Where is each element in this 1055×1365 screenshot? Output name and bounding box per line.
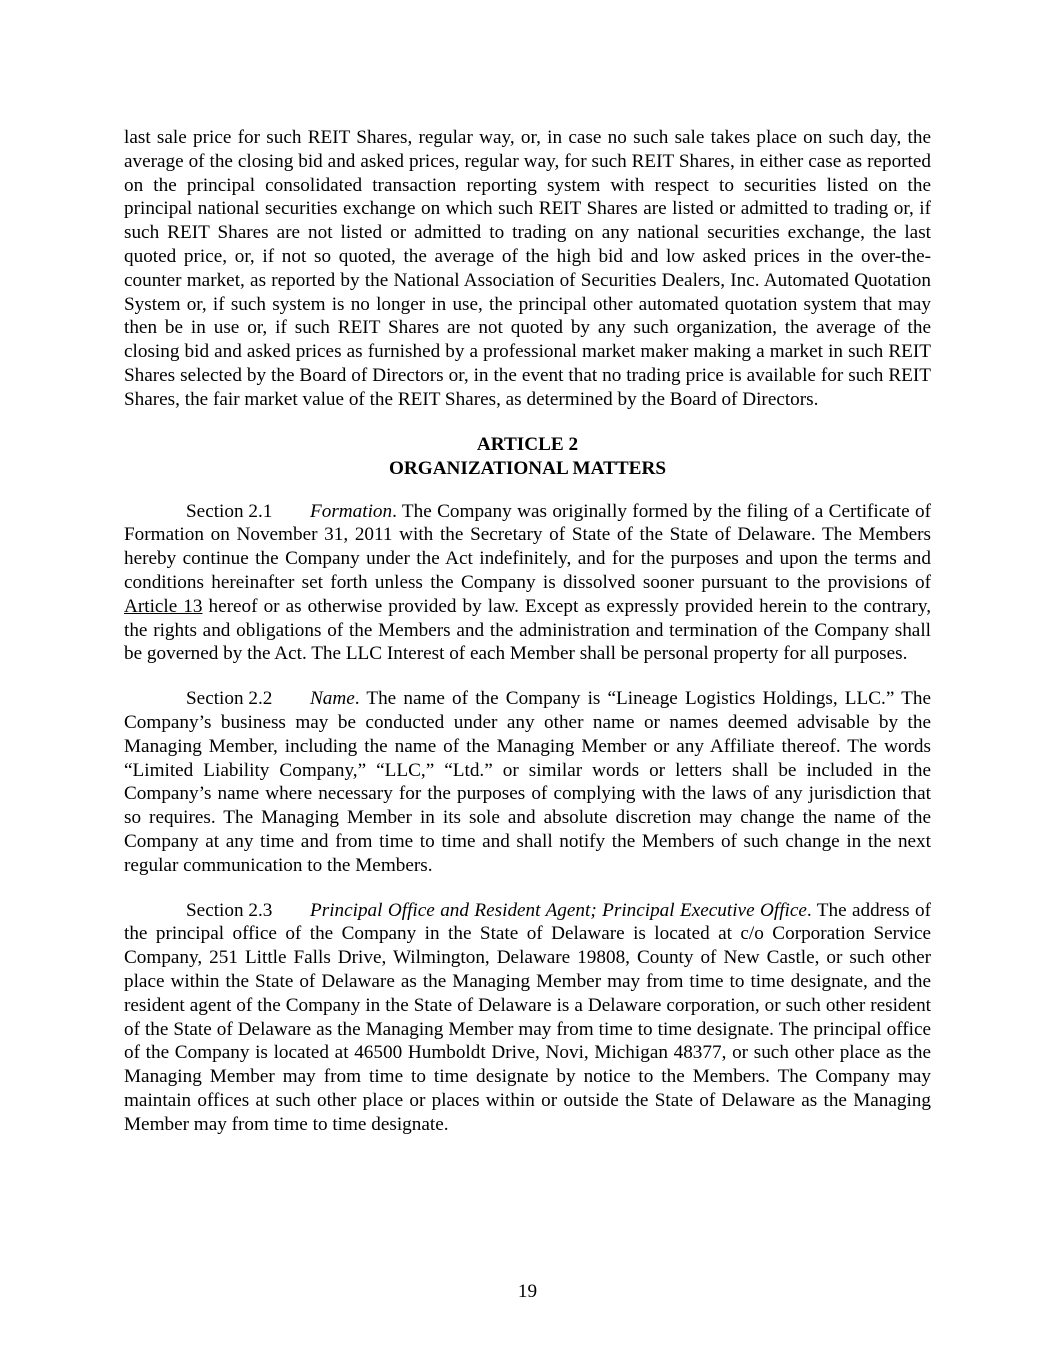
page-number: 19 — [517, 1281, 538, 1302]
section-2-3 — [124, 899, 931, 1137]
article-13-reference-link[interactable]: Article 13 — [124, 595, 203, 617]
section-body-continued: hereof or as otherwise provided by law. Except as expressly provided herein to the contrary, the rights and obligations of the Members and the administration and termination of the Company shall be governed by the Act. The LLC Interest of each Member shall be personal property for all purposes. — [124, 595, 931, 665]
section-number: Section 2.1 — [186, 500, 273, 522]
article-heading — [124, 433, 931, 481]
section-number: Section 2.3 — [186, 899, 273, 921]
article-title: ORGANIZATIONAL MATTERS — [388, 457, 667, 479]
section-number: Section 2.2 — [186, 688, 273, 710]
section-title: Principal Office and Resident Agent; Principal Executive Office — [310, 899, 807, 921]
document-page — [124, 126, 931, 1136]
continuation-paragraph: last sale price for such REIT Shares, regular way, or, in case no such sale takes place on such day, the average of the closing bid and asked prices, regular way, for such REIT Shares, in either case as reported on the principal consolidated transaction reporting system with respect to securities listed on the principal national securities exchange on which such REIT Shares are listed or admitted to trading or, if such REIT Shares are not listed or admitted to trading on any national securities exchange, the last quoted price, or, if not so quoted, the average of the high bid and low asked prices in the over-the-counter market, as reported by the National Association of Securities Dealers, Inc. Automated Quotation System or, if such system is no longer in use, the principal other automated quotation system that may then be in use or, if such REIT Shares are not quoted by any such organization, the average of the closing bid and asked prices as furnished by a professional market maker making a market in such REIT Shares selected by the Board of Directors or, in the event that no trading price is available for such REIT Shares, the fair market value of the REIT Shares, as determined by the Board of Directors. — [124, 127, 931, 410]
section-title: Name — [310, 688, 355, 710]
section-body: . The name of the Company is “Lineage Logistics Holdings, LLC.” The Company’s business may be conducted under any other name or names deemed advisable by the Managing Member, including the name of the Managing Member or any Affiliate thereof. The words “Limited Liability Company,” “LLC,” “Ltd.” or similar words or letters shall be included in the Company’s name where necessary for the purposes of complying with the laws of any jurisdiction that so requires. The Managing Member in its sole and absolute discretion may change the name of the Company at any time and from time to time and shall notify the Members of such change in the next regular communication to the Members. — [124, 688, 931, 876]
section-body: . The Company was originally formed by the filing of a Certificate of Formation on November 31, 2011 with the Secretary of State of the State of Delaware. The Members hereby continue the Company under the Act indefinitely, and for the purposes and upon the terms and conditions hereinafter set forth unless the Company is dissolved sooner pursuant to the provisions of — [124, 500, 931, 593]
section-2-2 — [124, 687, 931, 877]
section-title: Formation — [310, 500, 393, 522]
article-number: ARTICLE 2 — [476, 433, 579, 455]
section-2-1 — [124, 500, 931, 667]
section-body: . The address of the principal office of the Company in the State of Delaware is located at c/o Corporation Service Company, 251 Little Falls Drive, Wilmington, Delaware 19808, County of New Castle, or such other place within the State of Delaware as the Managing Member may from time to time designate, and the resident agent of the Company in the State of Delaware is a Delaware corporation, or such other resident of the State of Delaware as the Managing Member may from time to time designate. The principal office of the Company is located at 46500 Humboldt Drive, Novi, Michigan 48377, or such other place as the Managing Member may from time to time designate by notice to the Members. The Company may maintain offices at such other place or places within or outside the State of Delaware as the Managing Member may from time to time designate. — [124, 899, 931, 1135]
